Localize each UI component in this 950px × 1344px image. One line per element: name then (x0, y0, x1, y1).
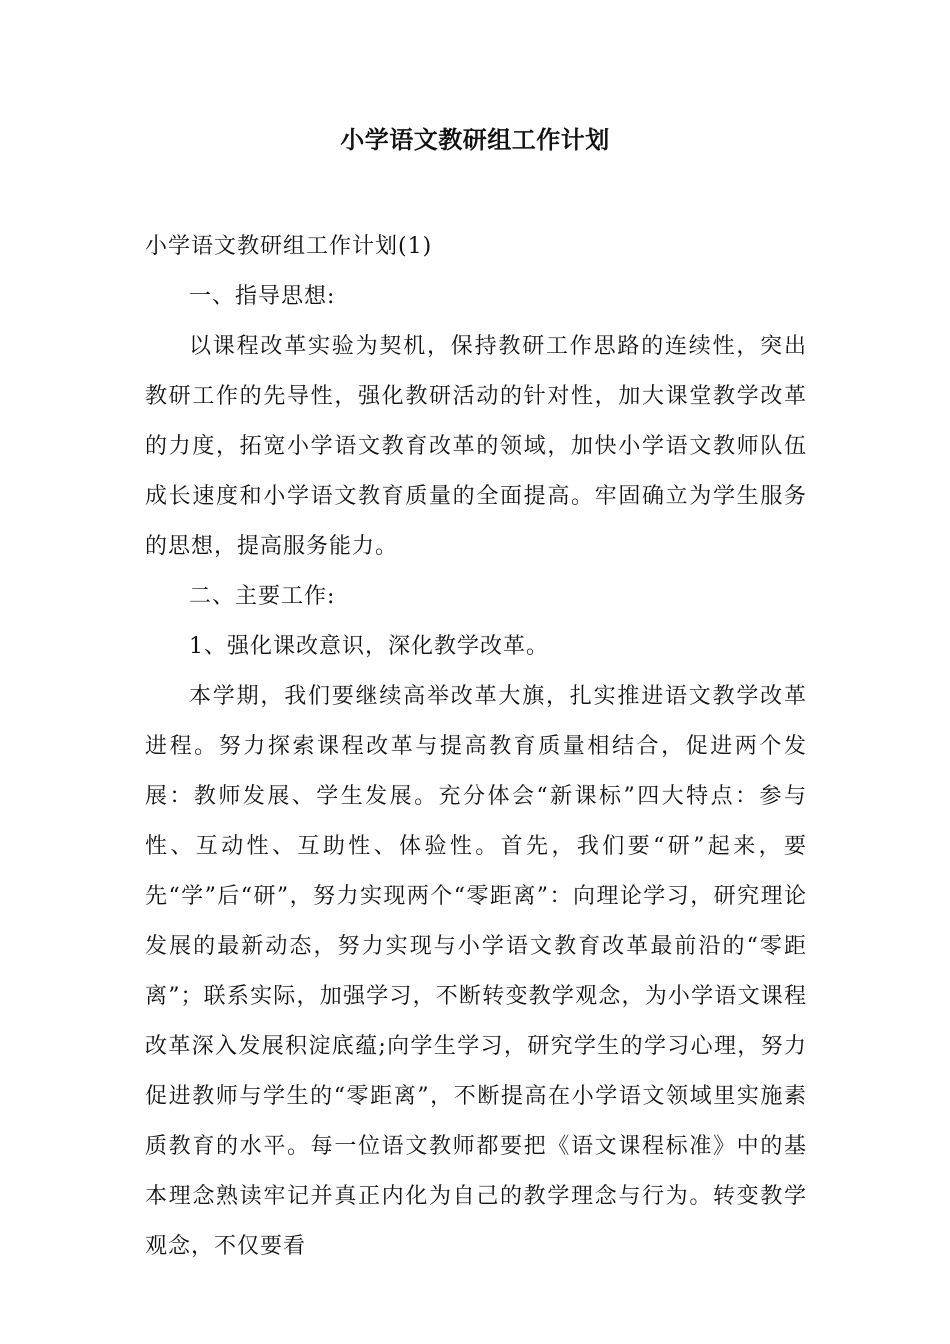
section-heading-plan: 小学语文教研组工作计划(1) (145, 234, 433, 259)
subheading-reform: 1、强化课改意识，深化教学改革。 (189, 634, 549, 659)
section-heading-guiding-ideas: 一、指导思想: (189, 284, 336, 309)
document-body (145, 222, 807, 1272)
paragraph-guiding-ideas: 以课程改革实验为契机，保持教研工作思路的连续性，突出教研工作的先导性，强化教研活动的针对性，加大课堂教学改革的力度，拓宽小学语文教育改革的领域，加快小学语文教师队伍成长速度和小学语文教育质量的全面提高。牢固确立为学生服务的思想，提高服务能力。 (145, 334, 807, 559)
document-title: 小学语文教研组工作计划 (340, 125, 610, 154)
section-heading-main-work: 二、主要工作: (189, 584, 336, 609)
paragraph-reform: 本学期，我们要继续高举改革大旗，扎实推进语文教学改革进程。努力探索课程改革与提高教育质量相结合，促进两个发展：教师发展、学生发展。充分体会“新课标”四大特点：参与性、互动性、互助性、体验性。首先，我们要“研”起来，要先“学”后“研”，努力实现两个“零距离”：向理论学习，研究理论发展的最新动态，努力实现与小学语文教育改革最前沿的“零距离”；联系实际，加强学习，不断转变教学观念，为小学语文课程改革深入发展积淀底蕴;向学生学习，研究学生的学习心理，努力促进教师与学生的“零距离”，不断提高在小学语文领域里实施素质教育的水平。每一位语文教师都要把《语文课程标准》中的基本理念熟读牢记并真正内化为自己的教学理念与行为。转变教学观念，不仅要看 (145, 684, 807, 1259)
